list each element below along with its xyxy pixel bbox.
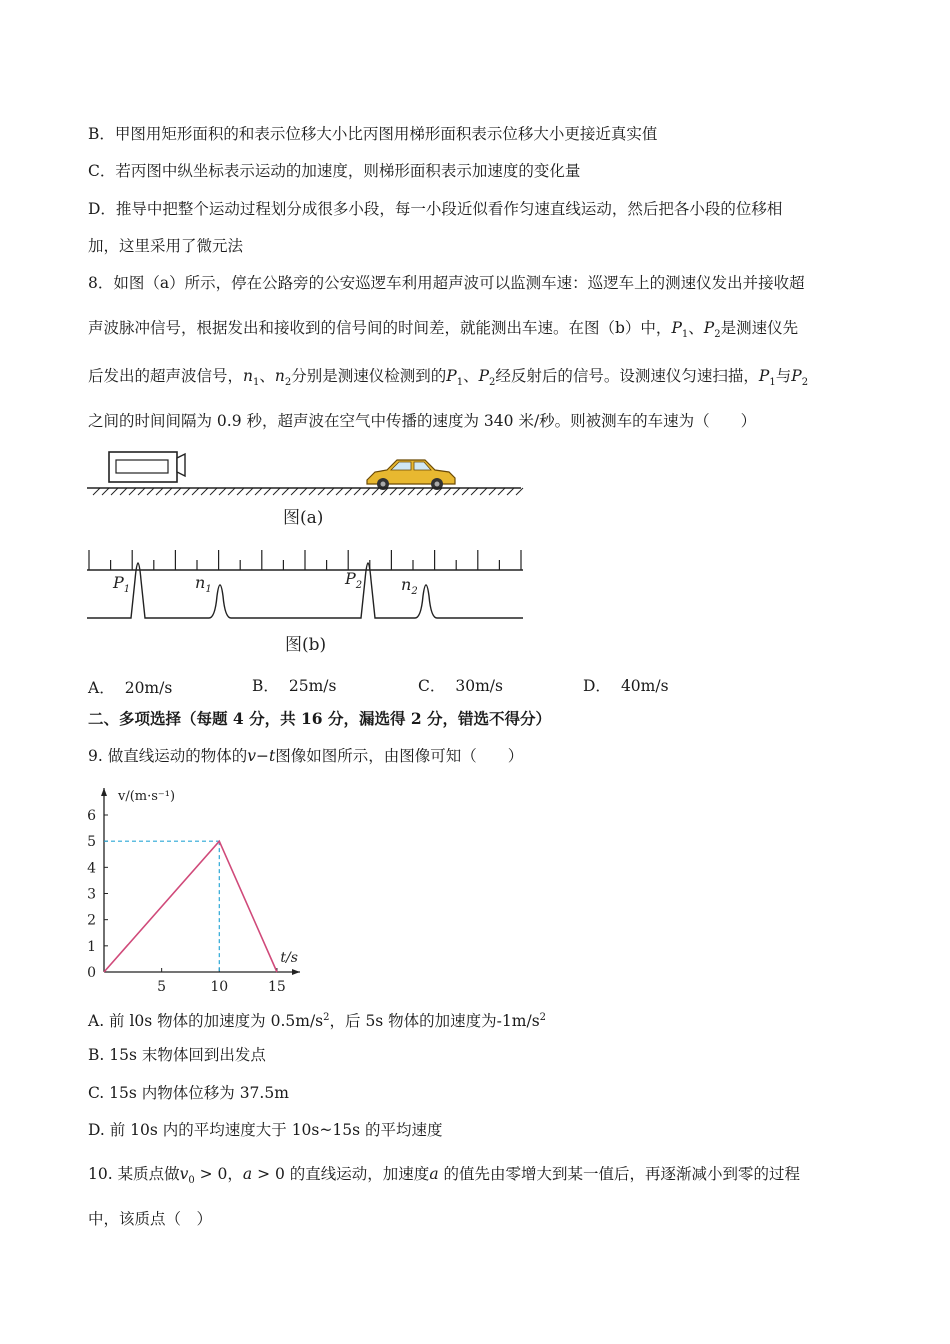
q8-option-a: A． 20m/s [88,679,173,697]
x-tick-label: 15 [268,979,286,995]
vt-chart [82,782,302,1000]
y-tick-label: 3 [87,886,96,903]
figure-b-caption: 图(b) [285,635,327,655]
q8-option-d: D． 40m/s [583,677,669,695]
y-tick-label: 0 [87,965,96,981]
x-axis-arrow-icon [292,969,300,975]
q9-option-c: C. 15s 内物体位移为 37.5m [88,1084,289,1102]
x-tick-label: 10 [210,979,229,995]
q9-option-b: B. 15s 末物体回到出发点 [88,1046,266,1064]
q8-option-c: C． 30m/s [418,677,503,695]
q10-stem-line2: 中，该质点（ ） [88,1210,213,1228]
p1-label: $P_1$ [113,573,131,595]
q8-stem-line1: 8．如图（a）所示，停在公路旁的公安巡逻车利用超声波可以监测车速：巡逻车上的测速仪发出并接收超 [88,274,805,292]
x-tick-label: 5 [157,979,167,995]
car-icon [367,460,455,490]
y-axis-label: v/(m·s⁻¹) [118,789,176,804]
q7-option-b: B．甲图用矩形面积的和表示位移大小比丙图用梯形面积表示位移大小更接近真实值 [88,125,658,143]
q8-option-b: B． 25m/s [252,677,337,695]
patrol-car-speed-meter-icon [109,452,185,482]
q9-stem: 9. 做直线运动的物体的v−t图像如图所示，由图像可知（ ） [88,747,524,765]
road [87,488,523,495]
q9-option-a: A. 前 l0s 物体的加速度为 $0.5m/s^2$，后 5s 物体的加速度为$-1m/s^2$ [88,1012,547,1031]
series-line [104,841,277,972]
figure-a [85,446,525,530]
n1-label: $n_1$ [195,573,212,595]
q8-stem-line3: 后发出的超声波信号，$n_1$、$n_2$分别是测速仪检测到的$P_1$、$P_2$经反射后的信号。设测速仪匀速扫描，$P_1$与$P_2$ [88,367,809,389]
y-tick-label: 1 [87,938,96,955]
figure-a-caption: 图(a) [283,508,324,528]
q10-stem-line1: 10. 某质点做$v_0 > 0$，a > 0 的直线运动，加速度a 的值先由零增大到某一值后，再逐渐减小到零的过程 [88,1165,800,1187]
q8-stem-line2: 声波脉冲信号，根据发出和接收到的信号间的时间差，就能测出车速。在图（b）中，$P_1$、$P_2$是测速仪先 [88,319,799,341]
q7-option-d-line2: 加，这里采用了微元法 [88,237,244,255]
y-tick-label: 4 [87,860,96,877]
y-tick-label: 2 [87,912,96,929]
signal-trace [87,563,523,618]
n2-label: $n_2$ [401,575,418,597]
y-tick-label: 6 [87,808,96,824]
p2-label: $P_2$ [345,569,363,591]
scan-scale [87,550,523,570]
q7-option-d-line1: D．推导中把整个运动过程划分成很多小段，每一小段近似看作匀速直线运动，然后把各小段的位移相 [88,200,783,218]
q9-option-d: D. 前 10s 内的平均速度大于 10s~15s 的平均速度 [88,1121,443,1139]
figure-b [85,540,530,660]
q7-option-c: C．若丙图中纵坐标表示运动的加速度，则梯形面积表示加速度的变化量 [88,162,581,180]
x-axis-label: t/s [280,950,298,966]
y-axis-arrow-icon [101,788,107,796]
y-tick-label: 5 [87,834,96,851]
q8-stem-line4: 之间的时间间隔为 0.9 秒，超声波在空气中传播的速度为 340 米/秒。则被测车的车速为（ ） [88,412,757,430]
section-title: 二、多项选择（每题 4 分，共 16 分，漏选得 2 分，错选不得分） [88,709,552,728]
